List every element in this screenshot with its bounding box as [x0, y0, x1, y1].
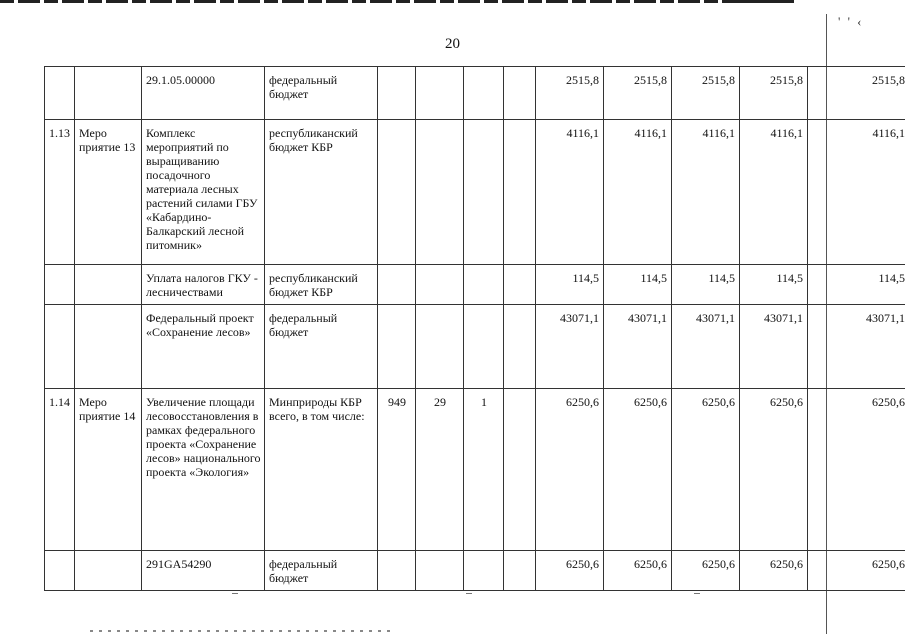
- cell-vr: [504, 551, 536, 591]
- cell-source: республиканский бюджет КБР: [265, 120, 378, 265]
- cell-csr: 1: [464, 389, 504, 551]
- cell-csr: [464, 305, 504, 389]
- cell-csr: [464, 120, 504, 265]
- cell-year-3: 6250,6: [672, 551, 740, 591]
- cell-source: Минприроды КБР всего, в том числе:: [265, 389, 378, 551]
- cell-rzpr: [416, 265, 464, 305]
- cell-csr: [464, 551, 504, 591]
- scan-tick: [466, 593, 472, 594]
- cell-type: Меро приятие 13: [75, 120, 142, 265]
- cell-source: федеральный бюджет: [265, 305, 378, 389]
- cell-year-5: 6250,6: [808, 389, 905, 551]
- cell-year-2: 6250,6: [604, 551, 672, 591]
- cell-year-5: 4116,1: [808, 120, 905, 265]
- cell-number: [45, 551, 75, 591]
- cell-year-3: 4116,1: [672, 120, 740, 265]
- cell-type: [75, 67, 142, 120]
- cell-number: 1.13: [45, 120, 75, 265]
- cell-year-3: 43071,1: [672, 305, 740, 389]
- cell-year-2: 114,5: [604, 265, 672, 305]
- cell-grbs: [378, 67, 416, 120]
- cell-rzpr: [416, 305, 464, 389]
- cell-vr: [504, 120, 536, 265]
- scan-artifact-bottom: [90, 630, 390, 632]
- cell-vr: [504, 265, 536, 305]
- cell-year-5: 43071,1: [808, 305, 905, 389]
- cell-csr: [464, 67, 504, 120]
- cell-source: республиканский бюджет КБР: [265, 265, 378, 305]
- table-row: [45, 67, 905, 120]
- scan-tick: [232, 593, 238, 594]
- cell-grbs: 949: [378, 389, 416, 551]
- cell-year-1: 43071,1: [536, 305, 604, 389]
- cell-year-5: 6250,6: [808, 551, 905, 591]
- table-row: [45, 389, 905, 551]
- cell-year-4: 2515,8: [740, 67, 808, 120]
- table-row: [45, 305, 905, 389]
- cell-name: 29.1.05.00000: [142, 67, 265, 120]
- budget-table: [44, 66, 905, 591]
- page-number: 20: [445, 36, 460, 52]
- cell-name: Федеральный проект «Сохранение лесов»: [142, 305, 265, 389]
- cell-type: [75, 305, 142, 389]
- cell-rzpr: [416, 551, 464, 591]
- cell-source: федеральный бюджет: [265, 551, 378, 591]
- table-row: [45, 120, 905, 265]
- cell-year-2: 43071,1: [604, 305, 672, 389]
- cell-number: [45, 67, 75, 120]
- scan-artifact-top-right: [742, 0, 794, 3]
- cell-name: Увеличение площади лесовосстановления в рамках федерального проекта «Сохранение лесов» национального проекта «Экология»: [142, 389, 265, 551]
- cell-year-5: 2515,8: [808, 67, 905, 120]
- cell-grbs: [378, 265, 416, 305]
- cell-year-2: 4116,1: [604, 120, 672, 265]
- cell-year-3: 2515,8: [672, 67, 740, 120]
- cell-name: 291GA54290: [142, 551, 265, 591]
- cell-name: Уплата налогов ГКУ - лесничествами: [142, 265, 265, 305]
- cell-year-2: 6250,6: [604, 389, 672, 551]
- cell-type: Меро приятие 14: [75, 389, 142, 551]
- cell-year-5: 114,5: [808, 265, 905, 305]
- cell-year-2: 2515,8: [604, 67, 672, 120]
- cell-rzpr: [416, 67, 464, 120]
- cell-rzpr: [416, 120, 464, 265]
- scan-tick: [694, 593, 700, 594]
- cell-vr: [504, 67, 536, 120]
- cell-type: [75, 551, 142, 591]
- cell-year-3: 6250,6: [672, 389, 740, 551]
- cell-year-3: 114,5: [672, 265, 740, 305]
- cell-year-1: 114,5: [536, 265, 604, 305]
- cell-number: [45, 265, 75, 305]
- cell-year-4: 6250,6: [740, 551, 808, 591]
- cell-csr: [464, 265, 504, 305]
- cell-rzpr: 29: [416, 389, 464, 551]
- cell-number: 1.14: [45, 389, 75, 551]
- cell-year-1: 6250,6: [536, 389, 604, 551]
- cell-number: [45, 305, 75, 389]
- cell-type: [75, 265, 142, 305]
- scan-artifact-top: [0, 0, 760, 3]
- table-row: [45, 551, 905, 591]
- cell-vr: [504, 305, 536, 389]
- cell-year-4: 43071,1: [740, 305, 808, 389]
- scan-artifact-corner: ' ' ‹: [838, 14, 864, 29]
- table-row: [45, 265, 905, 305]
- cell-vr: [504, 389, 536, 551]
- cell-year-4: 4116,1: [740, 120, 808, 265]
- cell-grbs: [378, 305, 416, 389]
- cell-grbs: [378, 551, 416, 591]
- cell-year-1: 2515,8: [536, 67, 604, 120]
- cell-year-4: 114,5: [740, 265, 808, 305]
- cell-year-4: 6250,6: [740, 389, 808, 551]
- cell-grbs: [378, 120, 416, 265]
- cell-source: федеральный бюджет: [265, 67, 378, 120]
- cell-year-1: 6250,6: [536, 551, 604, 591]
- cell-name: Комплекс мероприятий по выращиванию посадочного материала лесных растений силами ГБУ «Кабардино-Балкарский лесной питомник»: [142, 120, 265, 265]
- cell-year-1: 4116,1: [536, 120, 604, 265]
